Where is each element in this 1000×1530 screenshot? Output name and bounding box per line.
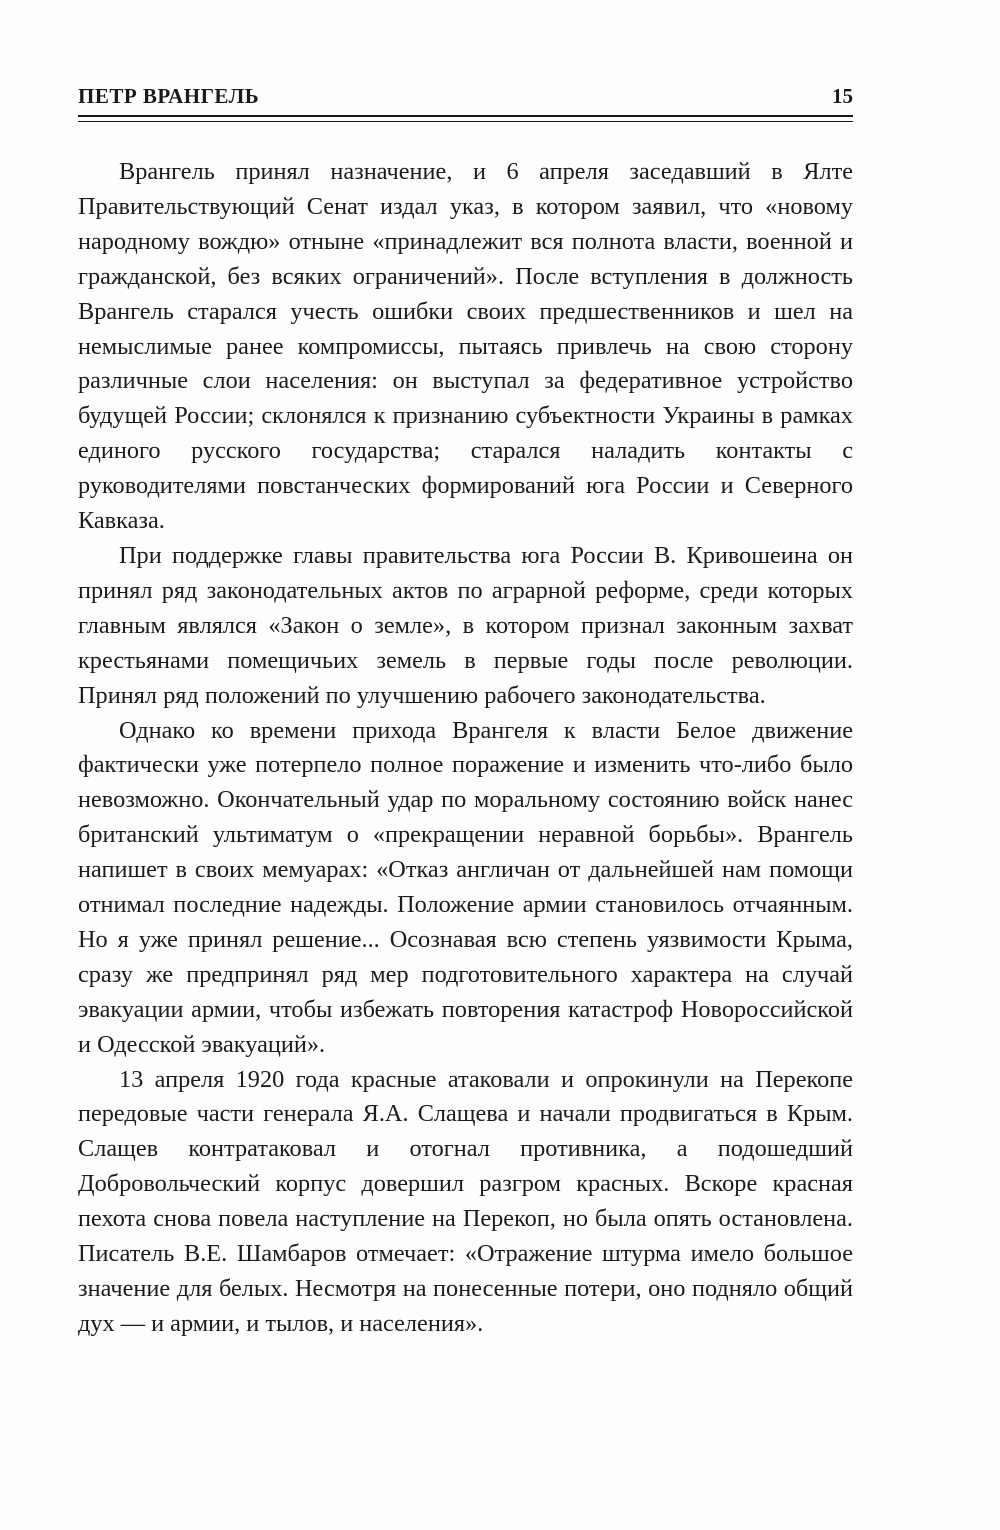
body-text — [78, 155, 853, 1342]
paragraph-1: Врангель принял назначение, и 6 апреля заседавший в Ялте Правительствующий Сенат издал указ, в котором заявил, что «новому народному вождю» отныне «принадлежит вся полнота власти, военной и гражданской, без всяких ограничений». После вступления в должность Врангель старался учесть ошибки своих предшественников и шел на немыслимые ранее компромиссы, пытаясь привлечь на свою сторону различные слои населения: он выступал за федеративное устройство будущей России; склонялся к признанию субъектности Украины в рамках единого русского государства; старался наладить контакты с руководителями повстанческих формирований юга России и Северного Кавказа. — [78, 158, 853, 535]
paragraph-3: Однако ко времени прихода Врангеля к власти Белое движение фактически уже потерпело полное поражение и изменить что-либо было невозможно. Окончательный удар по моральному состоянию войск нанес британский ультиматум о «прекращении неравной борьбы». Врангель напишет в своих мемуарах: «Отказ англичан от дальнейшей нам помощи отнимал последние надежды. Положение армии становилось отчаянным. Но я уже принял решение... Осознавая всю степень уязвимости Крыма, сразу же предпринял ряд мер подготовительного характера на случай эвакуации армии, чтобы избежать повторения катастроф Новороссийской и Одесской эвакуаций». — [78, 716, 853, 1058]
running-head — [78, 84, 853, 114]
running-title: ПЕТР ВРАНГЕЛЬ — [78, 84, 260, 108]
header-rule-thin — [78, 121, 853, 122]
page-number: 15 — [832, 84, 853, 108]
paragraph-2: При поддержке главы правительства юга России В. Кривошеина он принял ряд законодательных актов по аграрной реформе, среди которых главным являлся «Закон о земле», в котором признал законным захват крестьянами помещичьих земель в первые годы после революции. Принял ряд положений по улучшению рабочего законодательства. — [78, 541, 853, 709]
paragraph-4: 13 апреля 1920 года красные атаковали и опрокинули на Перекопе передовые части генерала Я.А. Слащева и начали продвигаться в Крым. Слащев контратаковал и отогнал противника, а подошедший Добровольческий корпус довершил разгром красных. Вскоре красная пехота снова повела наступление на Перекоп, но была опять остановлена. Писатель В.Е. Шамбаров отмечает: «Отражение штурма имело большое значение для белых. Несмотря на понесенные потери, оно подняло общий дух — и армии, и тылов, и населения». — [78, 1065, 853, 1337]
header-rule-thick — [78, 115, 853, 117]
